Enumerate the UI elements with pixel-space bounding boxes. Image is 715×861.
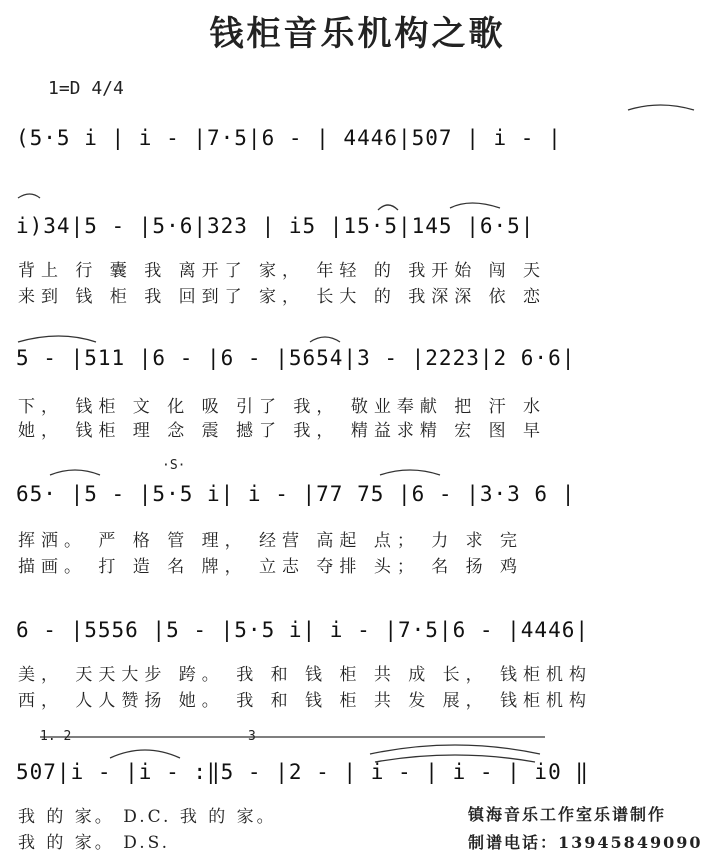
slur-mark [18,194,40,198]
notation-line: 5 - |511 |6 - |6 - |5654|3 - |2223|2 6·6| [16,346,576,370]
key-signature: 1=D 4/4 [48,78,124,99]
slur-mark [628,105,694,110]
volta-second-label: 3 [248,729,256,744]
phone-number: 13945849090 [558,833,703,852]
lyric-line: 西， 人人赞扬 她。 我 和 钱 柜 共 发 展， 钱柜机构 [18,691,593,711]
slur-mark [50,470,100,475]
slur-mark [378,205,398,210]
lyric-line: 来到 钱 柜 我 回到了 家， 长大 的 我深深 依 恋 [18,287,547,307]
notation-line: 507|i - |i - :‖5 - |2 - | i - | i - | i0 ‖ [16,760,590,784]
notation-line: 6 - |5556 |5 - |5·5 i| i - |7·5|6 - |4446| [16,618,590,642]
notation-line: (5·5 i | i - |7·5|6 - | 4446|507 | i - | [16,126,562,150]
slur-mark [110,750,180,758]
slur-mark [18,336,96,342]
notation-line: 65· |5 - |5·5 i| i - |77 75 |6 - |3·3 6 | [16,482,576,506]
lyric-line: 背上 行 囊 我 离开了 家， 年轻 的 我开始 闯 天 [18,261,547,281]
lyric-line: 我 的 家。 D.S. [18,833,171,853]
lyric-line: 我 的 家。 D.C. 我 的 家。 [18,807,277,827]
lyric-line: 她， 钱柜 理 念 震 撼了 我， 精益求精 宏 图 早 [18,421,547,441]
lyric-line: 挥洒。 严 格 管 理， 经营 高起 点； 力 求 完 [18,531,524,551]
song-title: 钱柜音乐机构之歌 [209,14,506,54]
studio-credit: 镇海音乐工作室乐谱制作 [468,805,667,824]
phone-label: 制谱电话： [468,833,559,852]
lyric-line: 描画。 打 造 名 牌， 立志 夺排 头； 名 扬 鸡 [18,557,524,577]
phone-credit [468,830,702,853]
lyric-line: 美， 天天大步 跨。 我 和 钱 柜 共 成 长， 钱柜机构 [18,665,593,685]
volta-first-label: 1. 2 [40,729,72,744]
slur-mark [310,337,340,342]
slur-mark [380,470,440,475]
slur-mark [370,745,540,754]
notation-line: i)34|5 - |5·6|323 | i5 |15·5|145 |6·5| [16,214,535,238]
segno-sign: ·S· [162,458,186,473]
lyric-line: 下， 钱柜 文 化 吸 引了 我， 敬业奉献 把 汗 水 [18,397,547,417]
slur-mark [450,203,500,208]
